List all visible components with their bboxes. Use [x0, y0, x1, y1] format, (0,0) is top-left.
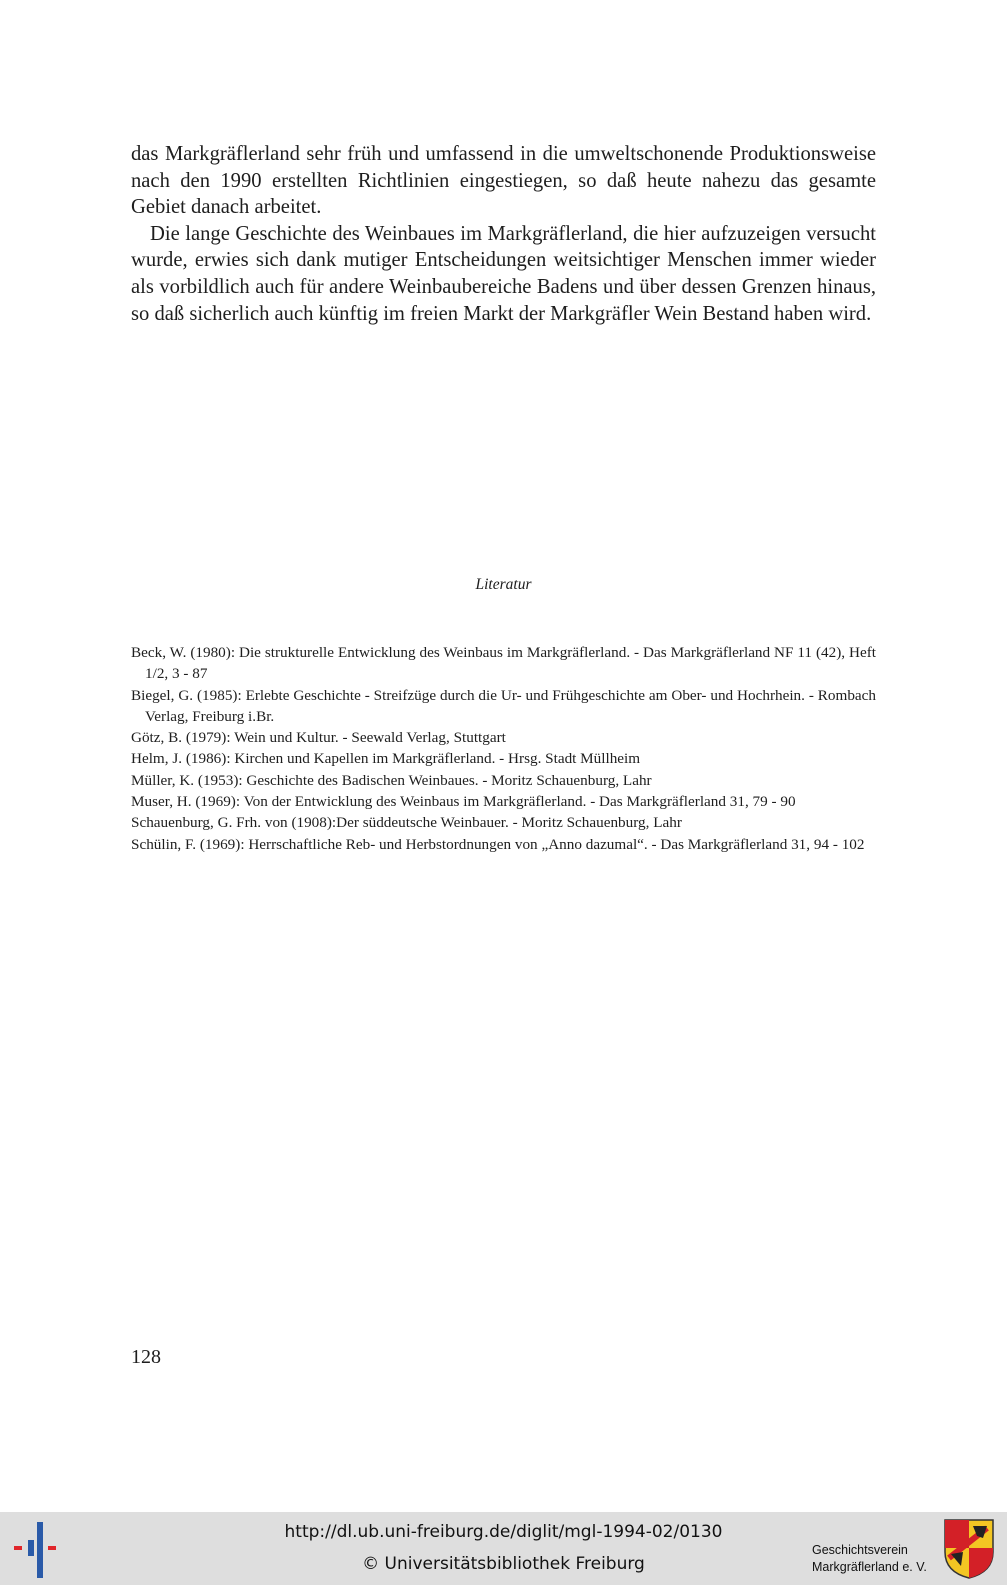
- reference-item: Beck, W. (1980): Die strukturelle Entwicklung des Weinbaus im Markgräflerland. - Das Markgräflerland NF 11 (42), Heft 1/2, 3 - 87: [131, 644, 876, 683]
- reference-item: Schülin, F. (1969): Herrschaftliche Reb- und Herbstordnungen von „Anno dazumal“. - Das Markgräflerland 31, 94 - 102: [131, 835, 865, 853]
- organization-line: Geschichtsverein: [812, 1543, 908, 1557]
- coat-of-arms-icon: [943, 1518, 995, 1580]
- literature-heading: Literatur: [475, 576, 532, 593]
- source-url-link[interactable]: http://dl.ub.uni-freiburg.de/diglit/mgl-1994-02/0130: [284, 1522, 723, 1542]
- reference-item: Götz, B. (1979): Wein und Kultur. - Seewald Verlag, Stuttgart: [131, 729, 506, 747]
- page-number: 128: [131, 1346, 161, 1368]
- body-text: [131, 141, 876, 327]
- reference-item: Muser, H. (1969): Von der Entwicklung des Weinbaus im Markgräflerland. - Das Markgräflerland 31, 79 - 90: [131, 793, 796, 811]
- copyright-text: © Universitätsbibliothek Freiburg: [362, 1554, 645, 1574]
- organization-name: [812, 1542, 927, 1576]
- reference-item: Biegel, G. (1985): Erlebte Geschichte - Streifzüge durch die Ur- und Frühgeschichte am Ober- und Hochrhein. - Rombach Verlag, Freiburg i.Br.: [131, 686, 876, 725]
- paragraph: Die lange Geschichte des Weinbaues im Markgräflerland, die hier aufzuzeigen versucht wurde, erwies sich dank mutiger Entscheidungen weitsichtiger Menschen immer wieder als vorbildlich auch für andere Weinbaubereiche Badens und über dessen Grenzen hinaus, so daß sicherlich auch künftig im freien Markt der Markgräfler Wein Bestand haben wird.: [131, 222, 876, 325]
- footer-bar: [0, 1512, 1007, 1585]
- organization-line: Markgräflerland e. V.: [812, 1560, 927, 1574]
- reference-item: Schauenburg, G. Frh. von (1908):Der süddeutsche Weinbauer. - Moritz Schauenburg, Lahr: [131, 814, 682, 832]
- reference-item: Müller, K. (1953): Geschichte des Badischen Weinbaues. - Moritz Schauenburg, Lahr: [131, 771, 652, 789]
- reference-list: [131, 642, 876, 855]
- reference-item: Helm, J. (1986): Kirchen und Kapellen im Markgräflerland. - Hrsg. Stadt Müllheim: [131, 750, 641, 768]
- paragraph: das Markgräflerland sehr früh und umfassend in die umweltschonende Produktionsweise nach den 1990 erstellten Richtlinien eingestiegen, so daß heute nahezu das gesamte Gebiet danach arbeitet.: [131, 143, 876, 219]
